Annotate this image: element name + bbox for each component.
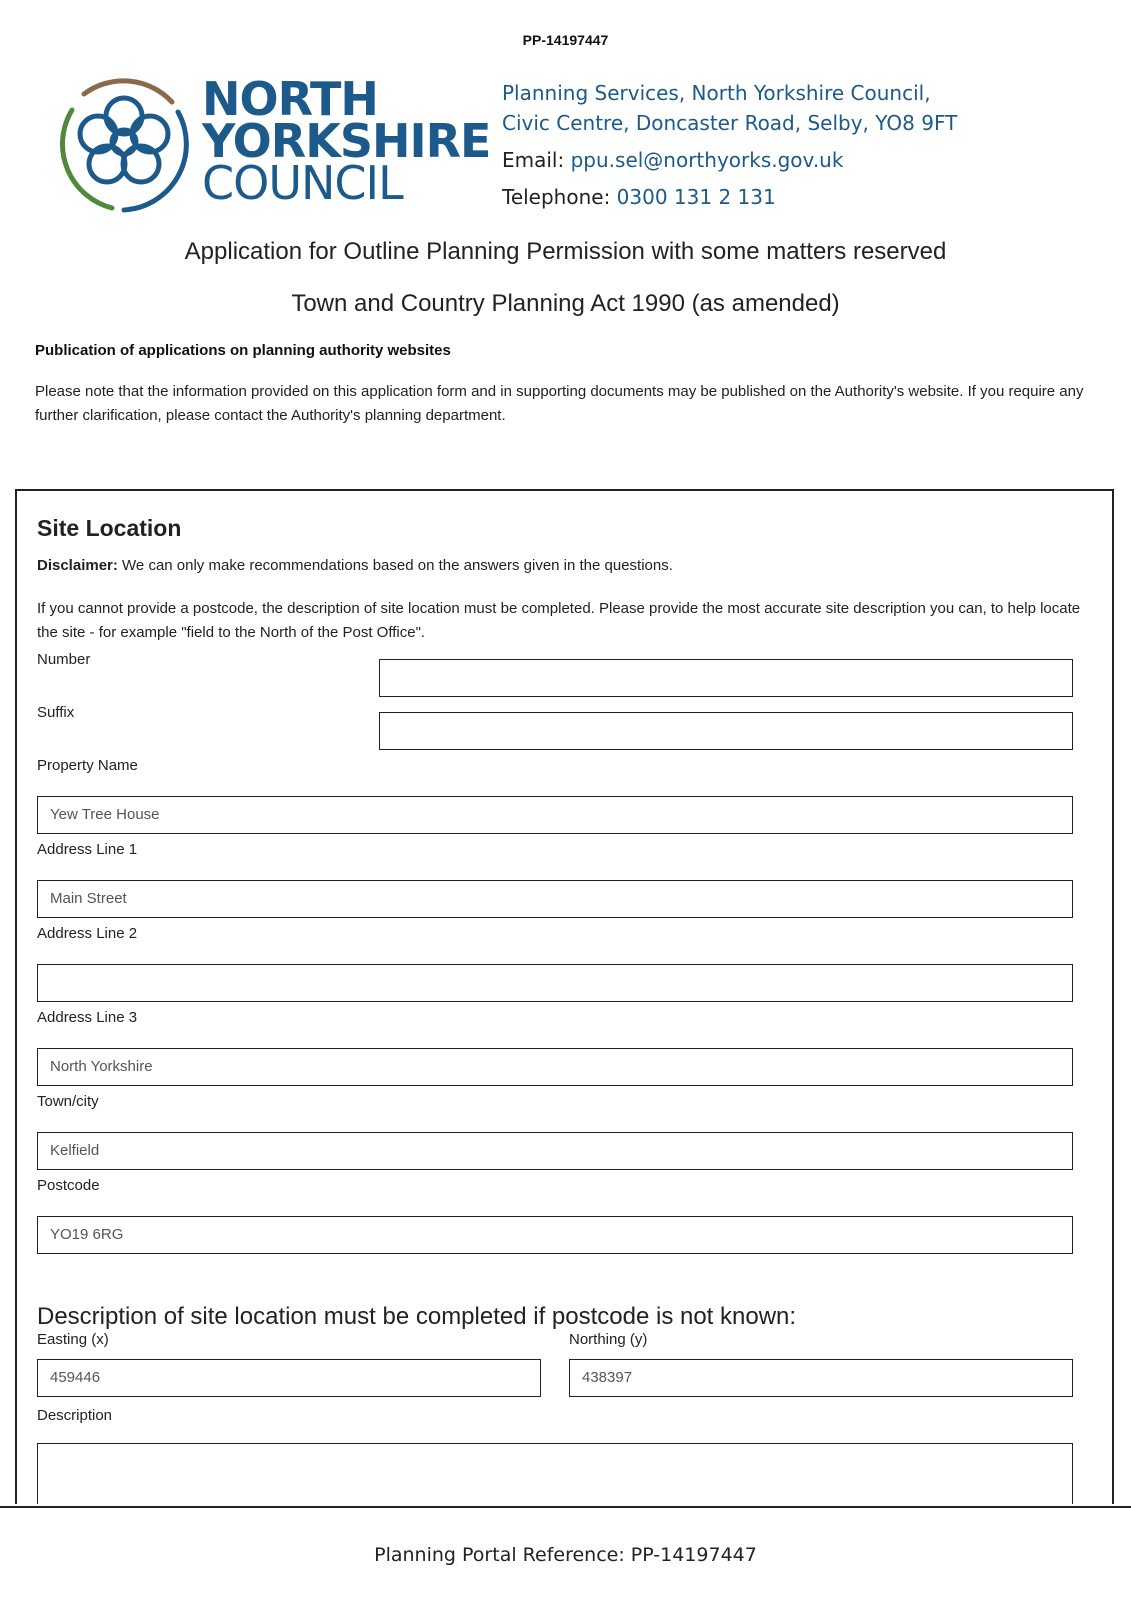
address-line-2: Civic Centre, Doncaster Road, Selby, YO8 9FT xyxy=(502,111,958,135)
address-line-3-label: Address Line 3 xyxy=(37,1009,138,1026)
easting-field[interactable]: 459446 xyxy=(37,1359,541,1397)
form-subtitle: Town and Country Planning Act 1990 (as amended) xyxy=(291,290,840,317)
address-line-1: Planning Services, North Yorkshire Council, xyxy=(502,81,931,105)
publication-text: Please note that the information provided on this application form and in supporting documents may be published on the Authority's website. If you require any further clarification, please contact the Authority's planning department. xyxy=(35,383,1084,424)
property-name-field[interactable]: Yew Tree House xyxy=(37,796,1073,834)
email-label: Email: xyxy=(502,148,571,172)
description-label: Description xyxy=(37,1407,113,1424)
phone-label: Telephone: xyxy=(502,185,617,209)
address-line-3-field[interactable]: North Yorkshire xyxy=(37,1048,1073,1086)
logo-wordmark xyxy=(202,72,491,210)
town-city-field[interactable]: Kelfield xyxy=(37,1132,1073,1170)
postcode-field[interactable]: YO19 6RG xyxy=(37,1216,1073,1254)
address-line-2-label: Address Line 2 xyxy=(37,925,138,942)
reference-number-top: PP-14197447 xyxy=(522,32,609,48)
address-line-1-field[interactable]: Main Street xyxy=(37,880,1073,918)
address-line-1-label: Address Line 1 xyxy=(37,841,138,858)
section-heading: Site Location xyxy=(37,515,182,541)
town-city-label: Town/city xyxy=(37,1093,99,1110)
postcode-label: Postcode xyxy=(37,1177,100,1194)
number-label: Number xyxy=(37,651,91,668)
address-line-2-field[interactable] xyxy=(37,964,1073,1002)
footer-divider xyxy=(0,1506,1131,1508)
description-field[interactable] xyxy=(37,1443,1073,1504)
easting-label: Easting (x) xyxy=(37,1331,109,1348)
logo-line-council: COUNCIL xyxy=(202,156,403,210)
description-heading: Description of site location must be completed if postcode is not known: xyxy=(37,1303,797,1330)
council-logo xyxy=(54,72,491,222)
disclaimer xyxy=(37,557,673,574)
publication-heading: Publication of applications on planning authority websites xyxy=(35,342,451,359)
suffix-field[interactable] xyxy=(379,712,1073,750)
email-link[interactable]: ppu.sel@northyorks.gov.uk xyxy=(570,148,844,172)
number-field[interactable] xyxy=(379,659,1073,697)
tudor-rose-icon xyxy=(54,72,194,217)
disclaimer-text: We can only make recommendations based on the answers given in the questions. xyxy=(117,557,673,574)
northing-field[interactable]: 438397 xyxy=(569,1359,1073,1397)
phone-row xyxy=(502,182,957,212)
email-row xyxy=(502,145,957,175)
logo-line-yorkshire: YORKSHIRE xyxy=(202,114,491,168)
property-name-label: Property Name xyxy=(37,757,138,774)
contact-block xyxy=(502,78,957,212)
logo-line-north: NORTH xyxy=(202,72,378,126)
site-location-section xyxy=(15,489,1114,1504)
suffix-label: Suffix xyxy=(37,704,75,721)
help-text: If you cannot provide a postcode, the description of site location must be completed. Please provide the most accurate site description you can, to help locate the site - for example "field to the North of the Post Office". xyxy=(37,600,1081,641)
footer-reference: Planning Portal Reference: PP-14197447 xyxy=(374,1544,757,1566)
disclaimer-label: Disclaimer: xyxy=(37,557,118,574)
northing-label: Northing (y) xyxy=(569,1331,648,1348)
phone-number[interactable]: 0300 131 2 131 xyxy=(616,185,776,209)
form-title: Application for Outline Planning Permission with some matters reserved xyxy=(184,238,947,265)
